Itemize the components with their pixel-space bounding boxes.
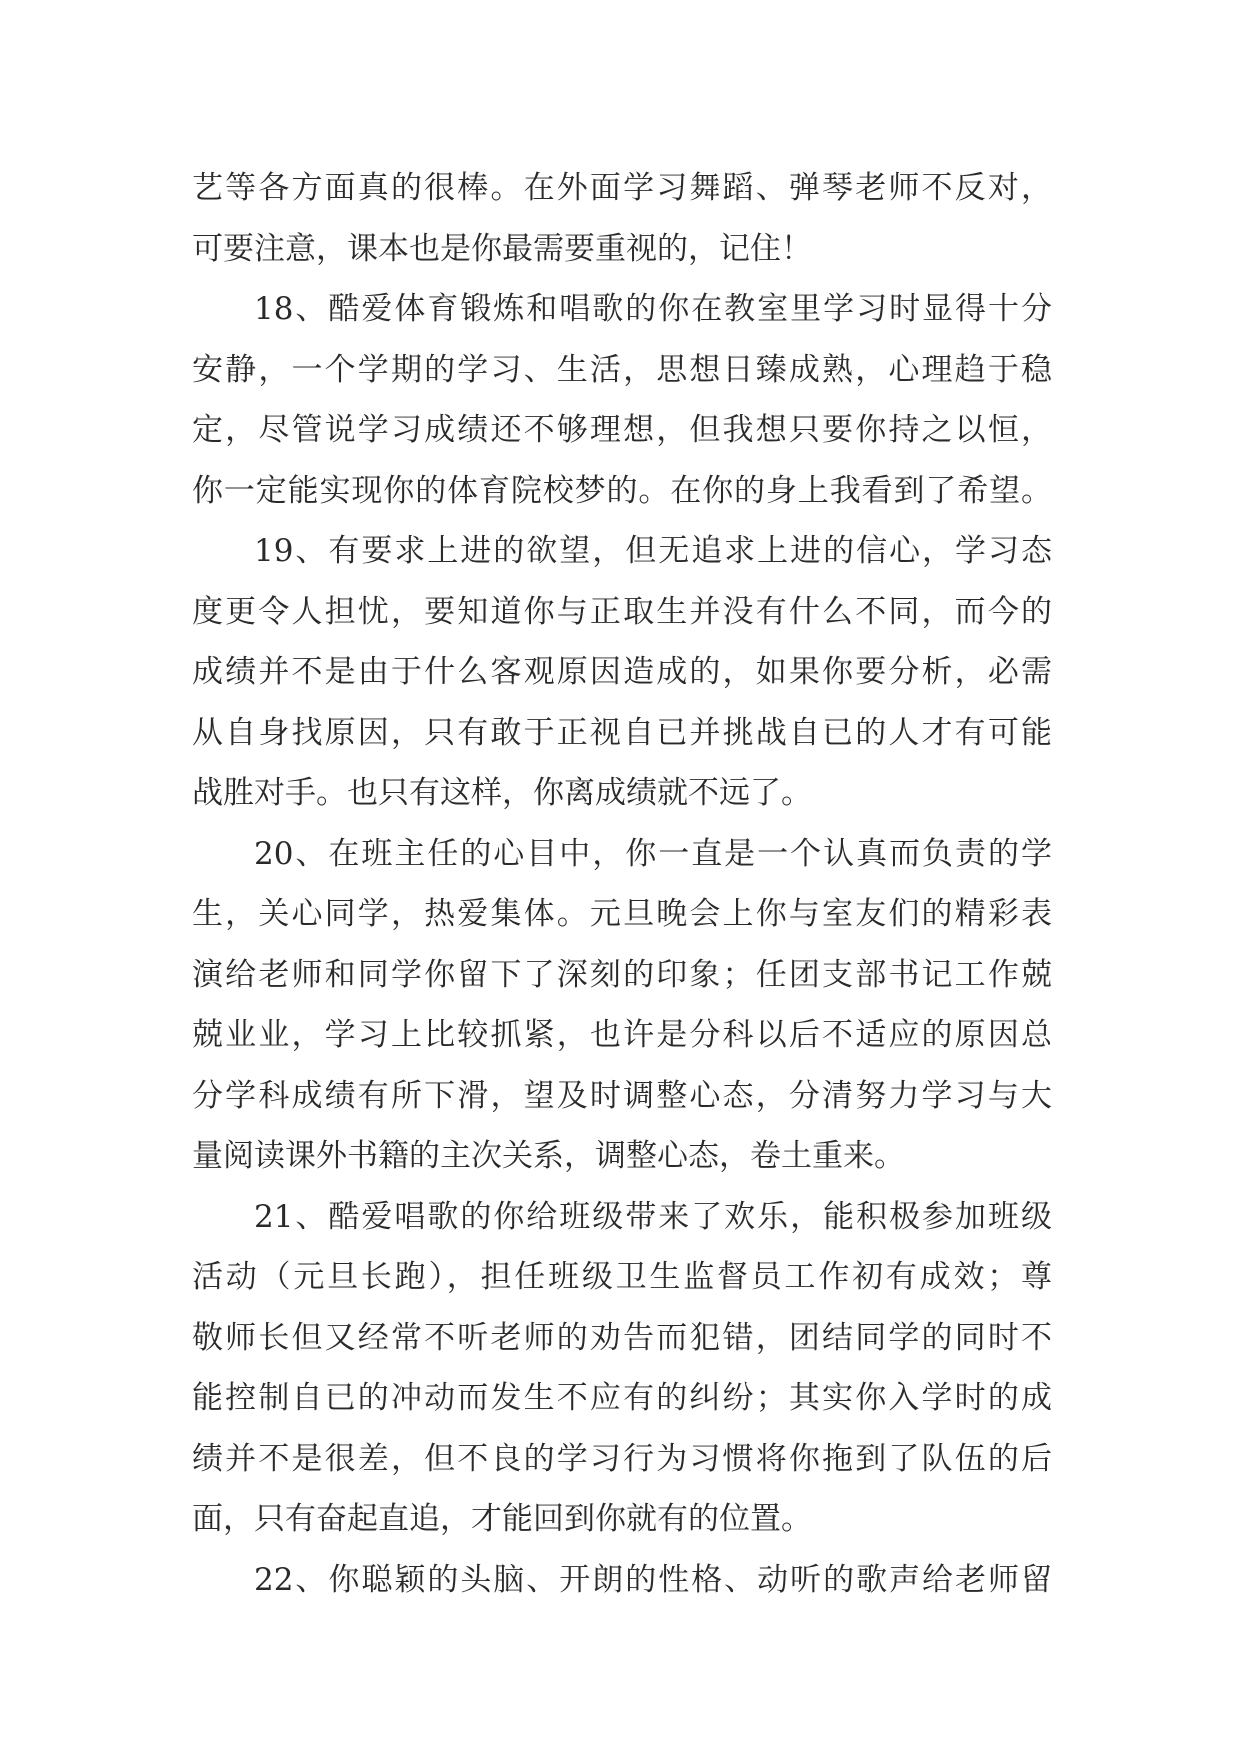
text-line: 分学科成绩有所下滑，望及时调整心态，分清努力学习与大	[192, 1077, 1052, 1114]
text-line: 成绩并不是由于什么客观原因造成的，如果你要分析，必需	[192, 654, 1052, 690]
text-line: 兢业业，学习上比较抓紧，也许是分科以后不适应的原因总	[192, 1017, 1052, 1053]
text-line: 定，尽管说学习成绩还不够理想，但我想只要你持之以恒，	[192, 412, 1052, 448]
text-line: 生，关心同学，热爱集体。元旦晚会上你与室友们的精彩表	[192, 896, 1052, 932]
paragraph-18-start: 18、酷爱体育锻炼和唱歌的你在教室里学习时显得十分	[254, 291, 1052, 327]
text-line: 量阅读课外书籍的主次关系，调整心态，卷土重来。	[192, 1138, 905, 1174]
text-line: 艺等各方面真的很棒。在外面学习舞蹈、弹琴老师不反对，	[192, 170, 1052, 206]
text-line: 你一定能实现你的体育院校梦的。在你的身上我看到了希望。	[192, 472, 1052, 509]
text-line: 从自身找原因，只有敢于正视自已并挑战自已的人才有可能	[192, 714, 1052, 751]
text-line: 安静，一个学期的学习、生活，思想日臻成熟，心理趋于稳	[192, 351, 1052, 388]
text-line: 绩并不是很差，但不良的学习行为习惯将你拖到了队伍的后	[192, 1440, 1052, 1477]
text-line: 演给老师和同学你留下了深刻的印象；任团支部书记工作兢	[192, 956, 1052, 993]
paragraph-22-start: 22、你聪颖的头脑、开朗的性格、动听的歌声给老师留	[254, 1561, 1052, 1598]
text-line: 敬师长但又经常不听老师的劝告而犯错，团结同学的同时不	[192, 1319, 1052, 1356]
text-line: 活动（元旦长跑），担任班级卫生监督员工作初有成效；尊	[192, 1259, 1052, 1295]
text-line: 战胜对手。也只有这样，你离成绩就不远了。	[192, 775, 812, 811]
text-line: 能控制自已的冲动而发生不应有的纠纷；其实你入学时的成	[192, 1380, 1052, 1416]
text-line: 度更令人担忧，要知道你与正取生并没有什么不同，而今的	[192, 593, 1052, 630]
paragraph-20-start: 20、在班主任的心目中，你一直是一个认真而负责的学	[254, 835, 1052, 872]
text-line: 可要注意，课本也是你最需要重视的，记住！	[192, 230, 812, 267]
paragraph-21-start: 21、酷爱唱歌的你给班级带来了欢乐，能积极参加班级	[254, 1198, 1052, 1235]
body-text	[192, 158, 1052, 1610]
text-line: 面，只有奋起直追，才能回到你就有的位置。	[192, 1501, 812, 1537]
paragraph-19-start: 19、有要求上进的欲望，但无追求上进的信心，学习态	[254, 533, 1052, 569]
